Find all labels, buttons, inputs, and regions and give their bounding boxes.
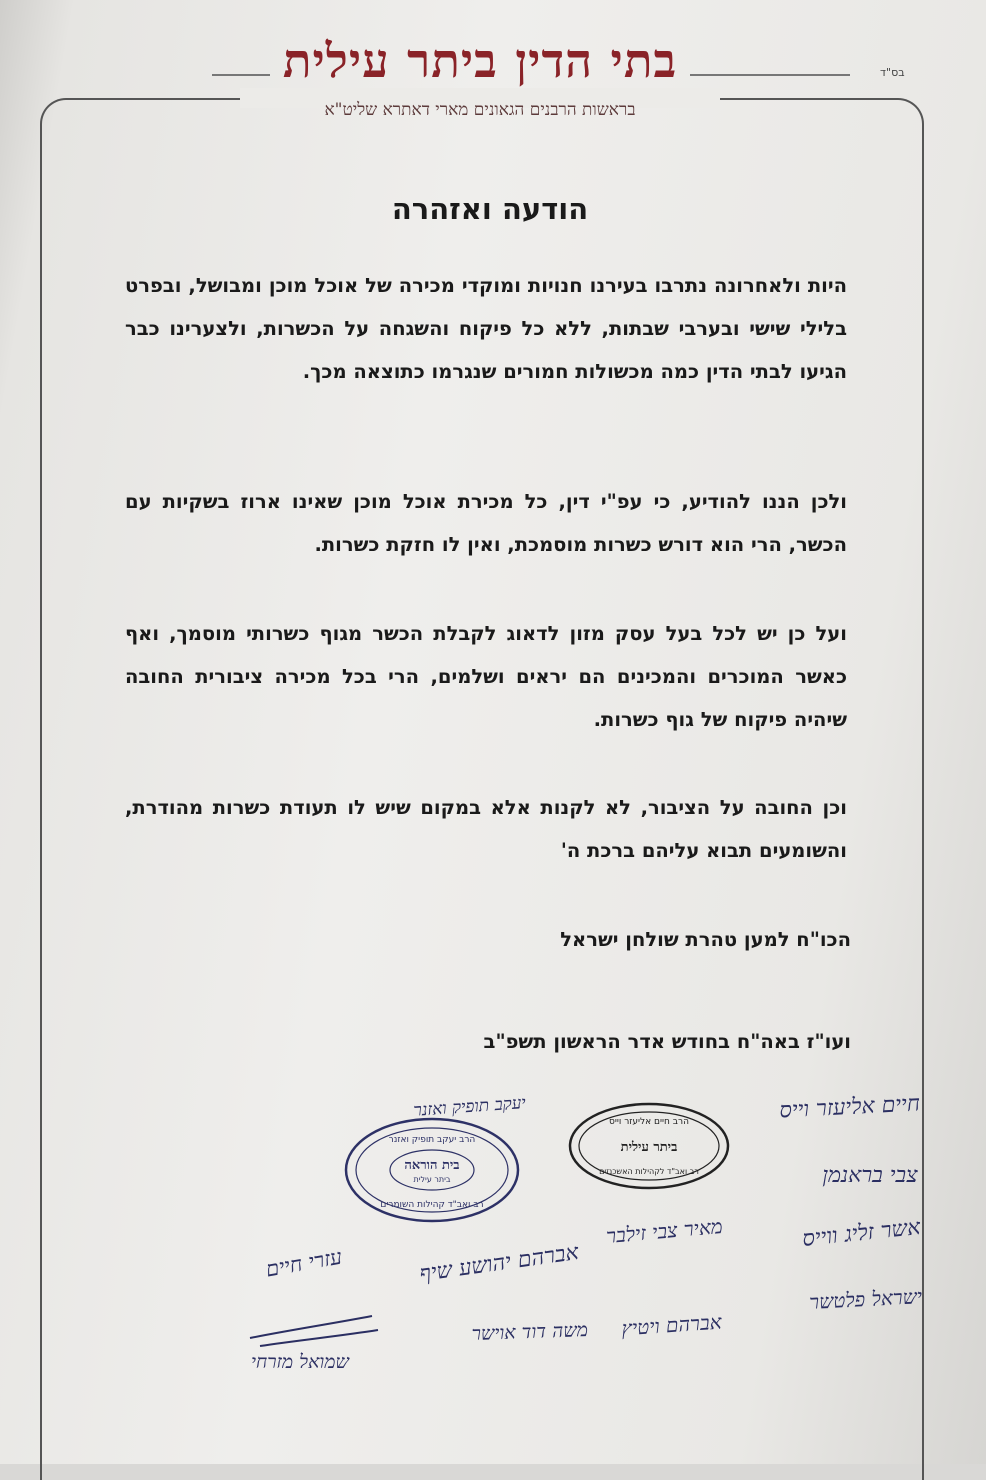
stamp-right-line1: הרב חיים אליעזר וייס <box>609 1117 689 1127</box>
signature-4: אשר זליג ווייס <box>801 1214 922 1253</box>
signature-9: משה דוד אוישר <box>471 1318 589 1346</box>
bsd-mark: בס"ד <box>880 66 905 79</box>
stamp-right-line2: ביתר עילית <box>620 1140 678 1155</box>
paragraph-1: היות ולאחרונה נתרבו בעירנו חנויות ומוקדי מכירה של אוכל מוכן ומבושל, ובפרט בלילי שישי ובערבי שבתות, ללא כל פיקוח והשגחה על הכשרות, ולצערינו כבר הגיעו לבתי הדין כמה מכשולות חמורים שנגרמו כתוצאה מכך. <box>125 274 847 383</box>
stamp-left-line2: בית הוראה <box>404 1158 460 1173</box>
paragraph-2: ולכן הננו להודיע, כי עפ"י דין, כל מכירת אוכל מוכן שאינו ארוז בשקיות עם הכשר, הרי הוא דורש כשרות מוסמכת, ואין לו חזקת כשרות. <box>125 490 847 556</box>
stamp-right-line3: רב ואב"ד לקהילות האשכנזים <box>599 1167 699 1176</box>
stamp-left-line4: רב ואב"ד קהילות השומרים <box>380 1200 484 1210</box>
signature-1: יעקב תופיק ואזנר <box>412 1093 527 1121</box>
letterhead-subtitle: בראשות הרבנים הגאונים מארי דאתרא שליט"א <box>324 100 636 120</box>
stamp-left-line3: ביתר עילית <box>413 1175 451 1184</box>
signature-10: אברהם ויטיץ <box>620 1309 723 1341</box>
signature-11-flourish <box>250 1316 378 1346</box>
paragraph-4: וכן החובה על הציבור, לא לקנות אלא במקום שיש לו תעודת כשרות מהודרת, והשומעים תבוא עליהם ברכת ה' <box>125 796 847 862</box>
signature-5: ישראל פלטשר <box>808 1284 923 1314</box>
notice-title: הודעה ואזהרה <box>391 192 589 226</box>
date-line: ועו"ז באה"ח בחודש אדר הראשון תשפ"ב <box>483 1030 851 1053</box>
signature-8: אברהם יהושע שיף <box>417 1240 581 1288</box>
letterhead-title: בתי הדין ביתר עילית <box>282 34 678 89</box>
signatures-area <box>0 1080 986 1400</box>
signature-6: מאיר צבי זילבר <box>605 1213 724 1249</box>
header-rule-right <box>690 74 850 76</box>
signature-7: עזרי חיים <box>263 1244 344 1282</box>
stamp-left-line1: הרב יעקב תופיק ואזנר <box>388 1135 476 1145</box>
paragraph-3: ועל כן יש לכל בעל עסק מזון לדאוג לקבלת הכשר מגוף כשרותי מוסמך, ואף כאשר המוכרים והמכינים הם יראים ושלמים, הרי בכל מכירה ציבורית החובה שיהיה פיקוח של גוף כשרות. <box>125 622 847 731</box>
closing-line: הכו"ח למען טהרת שולחן ישראל <box>560 928 851 951</box>
signature-2: חיים אליעזר וייס <box>778 1091 921 1124</box>
signature-11: שמואל מזרחי <box>250 1351 350 1373</box>
signature-3: צבי בראנמן <box>822 1163 918 1188</box>
